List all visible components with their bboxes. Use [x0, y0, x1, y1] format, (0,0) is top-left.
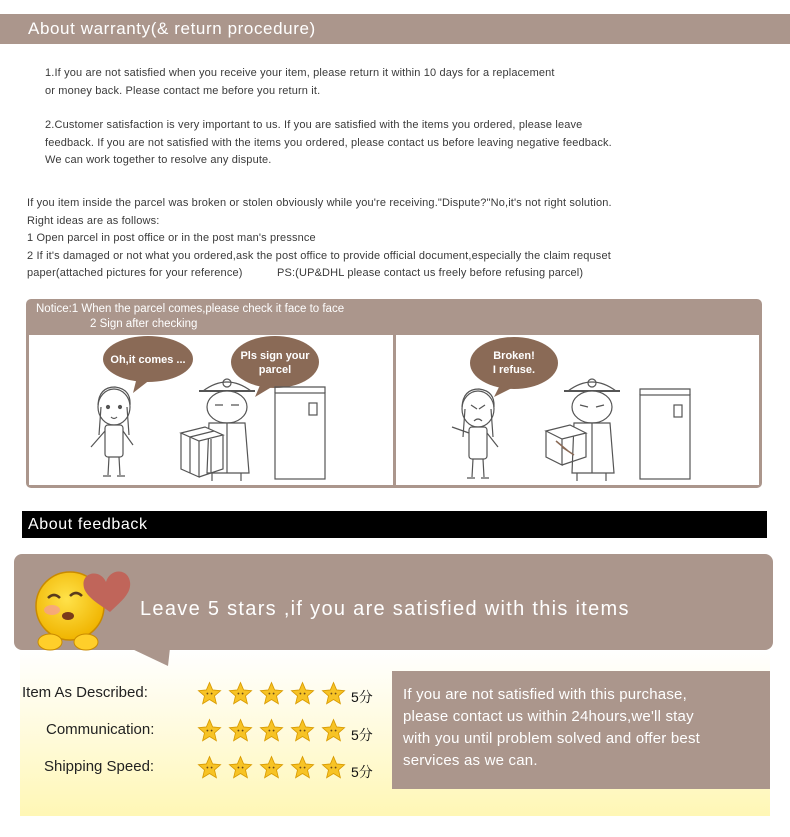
stars-row: [197, 755, 346, 780]
emoji-face-icon: [30, 560, 134, 656]
star-icon: [321, 681, 346, 706]
star-icon: [290, 755, 315, 780]
info-line: please contact us within 24hours,we'll stay: [403, 708, 694, 725]
illustration-delivery: [29, 335, 393, 485]
satisfaction-info-text: [403, 684, 700, 772]
broken-line: [27, 265, 612, 283]
broken-line: Right ideas are as follows:: [27, 214, 160, 227]
star-icon: [259, 755, 284, 780]
star-icon: [290, 681, 315, 706]
star-icon: [228, 681, 253, 706]
warranty-title: About warranty(& return procedure): [28, 19, 316, 38]
broken-line-part: paper(attached pictures for your reference): [27, 267, 243, 279]
info-line: with you until problem solved and offer best: [403, 730, 701, 747]
rating-score: 5分: [351, 764, 373, 780]
warranty-point-2: [45, 117, 612, 170]
broken-line: 2 If it's damaged or not what you ordered,ask the post office to provide official document,especially the claim requset: [27, 249, 611, 262]
door: [640, 389, 690, 479]
warranty-point-1: [45, 65, 555, 100]
rating-label-communication: Communication:: [46, 721, 155, 738]
star-icon: [228, 718, 253, 743]
speech-bubble-oh-it-comes: [103, 336, 193, 393]
girl-figure: [91, 387, 133, 476]
star-icon: [259, 681, 284, 706]
bubble-text: I refuse.: [492, 364, 536, 376]
info-line: services as we can.: [403, 752, 538, 769]
star-icon: [197, 718, 222, 743]
door: [275, 387, 325, 479]
star-icon: [197, 755, 222, 780]
broken-line: If you item inside the parcel was broken or stolen obviously while you're receiving."Dispute?"No,it's not right solution.: [27, 197, 612, 209]
warranty-point-2-line: We can work together to resolve any dispute.: [45, 154, 272, 166]
star-icon: [197, 681, 222, 706]
star-icon: [228, 755, 253, 780]
bubble-text: Pls sign your: [240, 350, 310, 362]
notice-text: [36, 302, 344, 332]
stars-row: [197, 681, 346, 706]
rating-label-shipping-speed: Shipping Speed:: [44, 758, 155, 775]
illustration-refuse: [396, 335, 759, 485]
notice-line-1: Notice:1 When the parcel comes,please check it face to face: [36, 303, 345, 315]
star-icon: [290, 718, 315, 743]
warranty-point-2-line: feedback. If you are not satisfied with the items you ordered, please contact us before leaving negative feedback.: [45, 136, 612, 149]
rating-score: 5分: [351, 727, 373, 743]
broken-parcel-instructions: [27, 195, 612, 283]
feedback-header: [22, 511, 767, 538]
star-icon: [321, 718, 346, 743]
speech-bubble-broken: [470, 337, 558, 397]
warranty-point-2-line: 2.Customer satisfaction is very important to us. If you are satisfied with the items you ordered, please leave: [45, 119, 583, 131]
warranty-point-1-line: 1.If you are not satisfied when you receive your item, please return it within 10 days for a replacement: [45, 67, 555, 79]
notice-line-2: 2 Sign after checking: [90, 318, 198, 330]
bubble-text: Broken!: [493, 350, 535, 362]
rating-score: 5分: [351, 689, 373, 705]
ps-note: PS:(UP&DHL please contact us freely before refusing parcel): [277, 267, 584, 279]
warranty-point-1-line: or money back. Please contact me before you return it.: [45, 84, 321, 97]
warranty-header: [0, 14, 790, 44]
girl-figure: [452, 389, 498, 478]
bubble-text: Oh,it comes ...: [110, 354, 186, 366]
info-line: If you are not satisfied with this purchase,: [403, 686, 687, 703]
star-icon: [259, 718, 284, 743]
star-icon: [321, 755, 346, 780]
rating-label-item-described: Item As Described:: [22, 684, 148, 701]
stars-row: [197, 718, 346, 743]
bubble-text: parcel: [258, 364, 292, 376]
broken-line: 1 Open parcel in post office or in the post man's pressnce: [27, 232, 316, 244]
leave-stars-text: Leave 5 stars ,if you are satisfied with this items: [140, 598, 630, 620]
feedback-title: About feedback: [28, 515, 148, 533]
